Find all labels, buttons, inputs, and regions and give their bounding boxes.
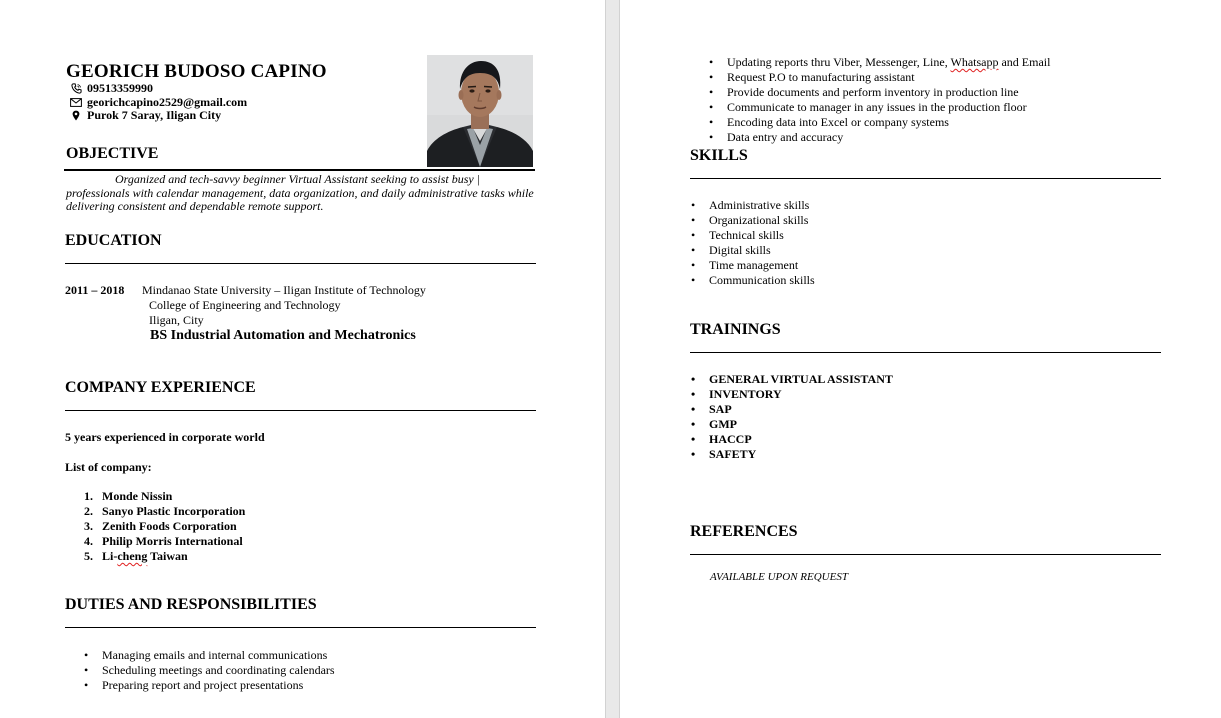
references-divider (690, 554, 1161, 555)
location-pin-icon (70, 110, 82, 122)
list-item: • Communication skills (691, 273, 815, 287)
references-heading: REFERENCES (690, 523, 798, 540)
trainings-list (691, 372, 893, 462)
list-item: • Organizational skills (691, 213, 809, 227)
references-text: AVAILABLE UPON REQUEST (710, 571, 848, 583)
skills-divider (690, 178, 1161, 179)
education-college: College of Engineering and Technology (149, 298, 341, 312)
objective-divider (64, 169, 535, 171)
email-address: georichcapino2529@gmail.com (87, 95, 248, 109)
duties-list-continued (709, 55, 1051, 145)
home-address: Purok 7 Saray, Iligan City (87, 108, 222, 122)
page-gap (605, 0, 620, 718)
envelope-icon (70, 97, 82, 109)
list-item: • Managing emails and internal communications (84, 648, 328, 662)
trainings-divider (690, 352, 1161, 353)
duties-list-left (84, 648, 335, 693)
list-item: • Updating reports thru Viber, Messenger, Line, Whatsapp and Email (709, 55, 1051, 69)
list-item: 5. Li-cheng Taiwan (84, 549, 188, 563)
experience-heading: COMPANY EXPERIENCE (65, 379, 256, 396)
objective-body: Organized and tech-savvy beginner Virtual Assistant seeking to assist busy | professionals with calendar management, data organization, and daily administrative tasks while delivering consistent and dependable remote support. (66, 172, 534, 213)
list-item: • GENERAL VIRTUAL ASSISTANT (691, 372, 893, 386)
education-school: Mindanao State University – Iligan Institute of Technology (142, 283, 426, 297)
list-item: • SAFETY (691, 447, 757, 461)
profile-photo (427, 55, 533, 167)
company-list (84, 489, 246, 564)
spellcheck-flagged-word: cheng (117, 549, 148, 563)
skills-list (691, 198, 815, 288)
duties-heading: DUTIES AND RESPONSIBILITIES (65, 596, 317, 613)
list-item: • GMP (691, 417, 737, 431)
list-item: • Provide documents and perform inventory in production line (709, 85, 1019, 99)
education-divider (65, 263, 536, 264)
phone-line (70, 81, 153, 96)
trainings-heading: TRAININGS (690, 321, 781, 338)
list-item: • Communicate to manager in any issues in the production floor (709, 100, 1027, 114)
list-item: 2. Sanyo Plastic Incorporation (84, 504, 246, 518)
company-list-label: List of company: (65, 460, 152, 474)
list-item: • Data entry and accuracy (709, 130, 844, 144)
list-item: • Scheduling meetings and coordinating calendars (84, 663, 335, 677)
applicant-name: GEORICH BUDOSO CAPINO (66, 61, 327, 82)
education-heading: EDUCATION (65, 232, 162, 249)
phone-number: 09513359990 (87, 81, 153, 95)
list-item: • Encoding data into Excel or company systems (709, 115, 949, 129)
duties-divider (65, 627, 536, 628)
resume-page-2 (620, 0, 1221, 718)
education-degree: BS Industrial Automation and Mechatronics (150, 328, 416, 343)
list-item: • Request P.O to manufacturing assistant (709, 70, 915, 84)
spellcheck-flagged-word: Whatsapp (950, 55, 999, 69)
list-item: • Time management (691, 258, 799, 272)
list-item: 3. Zenith Foods Corporation (84, 519, 237, 533)
resume-page-1 (0, 0, 605, 718)
list-item: • Administrative skills (691, 198, 810, 212)
list-item: 4. Philip Morris International (84, 534, 243, 548)
education-city: Iligan, City (149, 313, 204, 327)
skills-heading: SKILLS (690, 147, 748, 164)
list-item: • SAP (691, 402, 732, 416)
list-item: • Technical skills (691, 228, 784, 242)
education-years: 2011 – 2018 (65, 283, 125, 297)
list-item: • Digital skills (691, 243, 771, 257)
address-line (70, 108, 221, 123)
experience-divider (65, 410, 536, 411)
objective-heading: OBJECTIVE (66, 145, 159, 162)
objective-text (66, 173, 536, 214)
list-item: • Preparing report and project presentations (84, 678, 304, 692)
phone-icon (70, 83, 82, 95)
experience-summary: 5 years experienced in corporate world (65, 430, 265, 444)
list-item: 1. Monde Nissin (84, 489, 173, 503)
list-item: • INVENTORY (691, 387, 782, 401)
list-item: • HACCP (691, 432, 752, 446)
